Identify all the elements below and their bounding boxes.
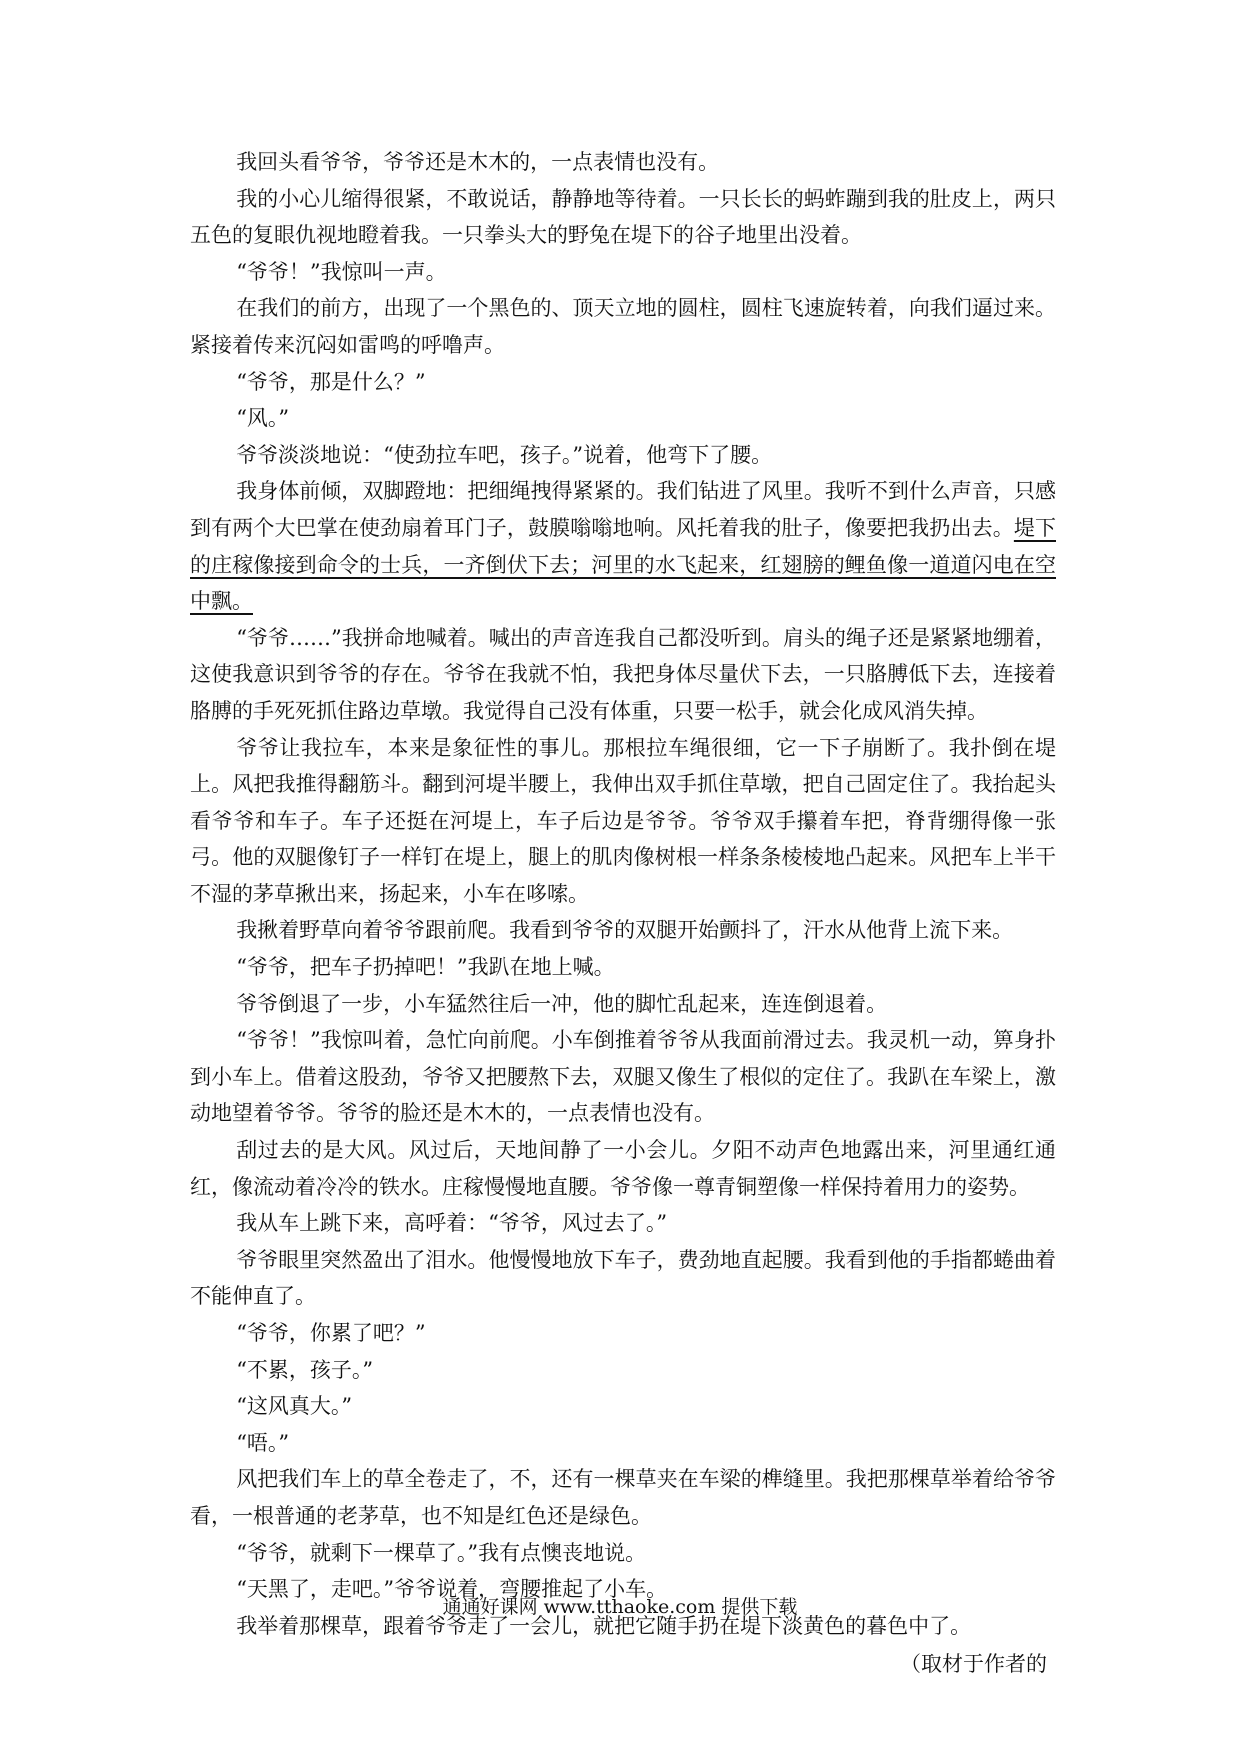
paragraph-7: 爷爷淡淡地说：“使劲拉车吧，孩子。”说着，他弯下了腰。 (236, 442, 773, 467)
paragraph-14: “爷爷！”我惊叫着，急忙向前爬。小车倒推着爷爷从我面前滑过去。我灵机一动，箅身扑到小车上。借着这股劲，爷爷又把腰熬下去，双腿又像生了根似的定住了。我趴在车梁上，激动地望着爷爷。爷爷的脸还是木木的，一点表情也没有。 (190, 1028, 1056, 1126)
paragraph-16: 我从车上跳下来，高呼着：“爷爷，风过去了。” (236, 1211, 668, 1236)
paragraph-24: “天黑了，走吧。”爷爷说着，弯腰推起了小车。 (236, 1577, 668, 1602)
paragraph-11: 我揪着野草向着爷爷跟前爬。我看到爷爷的双腿开始颤抖了，汗水从他背上流下来。 (236, 918, 1014, 943)
paragraph-22: 风把我们车上的草全卷走了，不，还有一棵草夹在车梁的榫缝里。我把那棵草举着给爷爷看，一根普通的老茅草，也不知是红色还是绿色。 (190, 1467, 1056, 1528)
paragraph-3: “爷爷！”我惊叫一声。 (236, 259, 447, 284)
paragraph-20: “这风真大。” (236, 1394, 353, 1419)
paragraph-4: 在我们的前方，出现了一个黑色的、顶天立地的圆柱，圆柱飞速旋转着，向我们逼过来。紧接着传来沉闷如雷鸣的呼噜声。 (190, 296, 1056, 357)
story-text (190, 144, 1056, 1644)
paragraph-6: “风。” (236, 406, 290, 431)
paragraph-8 (190, 473, 1056, 619)
source-note: （取材于作者的 (900, 1652, 1047, 1676)
paragraph-8-text: 我身体前倾，双脚蹬地：把细绳拽得紧紧的。我们钻进了风里。我听不到什么声音，只感到有两个大巴掌在使劲扇着耳门子，鼓膜嗡嗡地响。风托着我的肚子，像要把我扔出去。 (190, 479, 1056, 540)
paragraph-25: 我举着那棵草，跟着爷爷走了一会儿，就把它随手扔在堤下淡黄色的暮色中了。 (236, 1613, 972, 1638)
paragraph-1: 我回头看爷爷，爷爷还是木木的，一点表情也没有。 (236, 150, 720, 174)
paragraph-13: 爷爷倒退了一步，小车猛然往后一冲，他的脚忙乱起来，连连倒退着。 (236, 991, 888, 1016)
paragraph-23: “爷爷，就剩下一棵草了。”我有点懊丧地说。 (236, 1540, 647, 1565)
paragraph-17: 爷爷眼里突然盈出了泪水。他慢慢地放下车子，费劲地直起腰。我看到他的手指都蜷曲着不能伸直了。 (190, 1247, 1056, 1309)
paragraph-5: “爷爷，那是什么？” (236, 369, 426, 394)
paragraph-9: “爷爷……”我拼命地喊着。喊出的声音连我自己都没听到。肩头的绳子还是紧紧地绷着，这使我意识到爷爷的存在。爷爷在我就不怕，我把身体尽量伏下去，一只胳膊低下去，连接着胳膊的手死死抓住路边草墩。我觉得自己没有体重，只要一松手，就会化成风消失掉。 (190, 625, 1056, 723)
paragraph-15: 刮过去的是大风。风过后，天地间静了一小会儿。夕阳不动声色地露出来，河里通红通红，像流动着冷冷的铁水。庄稼慢慢地直腰。爷爷像一尊青铜塑像一样保持着用力的姿势。 (190, 1138, 1056, 1199)
paragraph-21: “唔。” (236, 1430, 290, 1455)
paragraph-10: 爷爷让我拉车，本来是象征性的事儿。那根拉车绳很细，它一下子崩断了。我扑倒在堤上。风把我推得翻筋斗。翻到河堤半腰上，我伸出双手抓住草墩，把自己固定住了。我抬起头看爷爷和车子。车子还挺在河堤上，车子后边是爷爷。爷爷双手攥着车把，脊背绷得像一张弓。他的双腿像钉子一样钉在堤上，腿上的肌肉像树根一样条条棱棱地凸起来。风把车上半干不湿的茅草揪出来，扬起来，小车在哆嗦。 (190, 735, 1056, 906)
paragraph-12: “爷爷，把车子扔掉吧！”我趴在地上喊。 (236, 955, 615, 980)
paragraph-2: 我的小心儿缩得很紧，不敢说话，静静地等待着。一只长长的蚂蚱蹦到我的肚皮上，两只五色的复眼仇视地瞪着我。一只拳头大的野兔在堤下的谷子地里出没着。 (190, 186, 1056, 248)
footer-download-note: 通通好课网 www.tthaoke.com 提供下载 (442, 1596, 798, 1618)
paragraph-19: “不累，孩子。” (236, 1357, 374, 1382)
underlined-sentence: 堤下的庄稼像接到命令的士兵，一齐倒伏下去；河里的水飞起来，红翅膀的鲤鱼像一道道闪电在空中飘。 (190, 515, 1056, 614)
paragraph-18: “爷爷，你累了吧？” (236, 1321, 426, 1345)
